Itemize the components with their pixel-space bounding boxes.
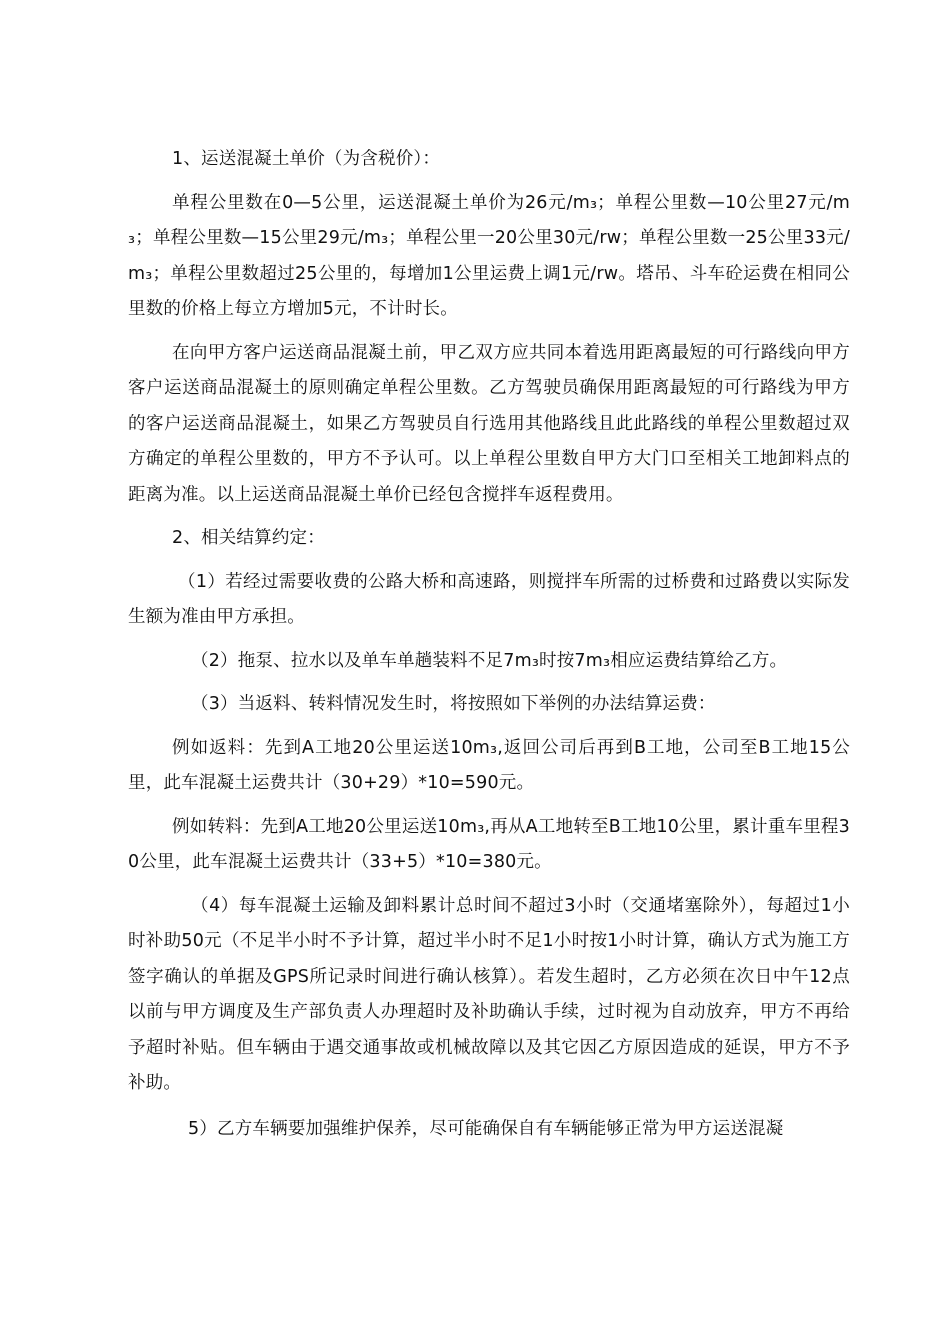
clause-2-minimum-load: （2）拖泵、拉水以及单车单趟装料不足7m₃时按7m₃相应运费结算给乙方。 xyxy=(191,650,788,671)
route-distance-paragraph: 在向甲方客户运送商品混凝土前，甲乙双方应共同本着选用距离最短的可行路线向甲方客户运送商品混凝土的原则确定单程公里数。乙方驾驶员确保用距离最短的可行路线为甲方的客户运送商品混凝土，如果乙方驾驶员自行选用其他路线且此此路线的单程公里数超过双方确定的单程公里数的，甲方不予认可。以上单程公里数自甲方大门口至相关工地卸料点的距离为准。以上运送商品混凝土单价已经包含搅拌车返程费用。 xyxy=(128,342,850,505)
section-1-heading: 1、运送混凝土单价（为含税价）： xyxy=(172,149,441,169)
example-return-material: 例如返料：先到A工地20公里运送10m₃,返回公司后再到B工地，公司至B工地15公里，此车混凝土运费共计（30+29）*10=590元。 xyxy=(128,737,850,793)
unit-price-paragraph: 单程公里数在0—5公里，运送混凝土单价为26元/m₃；单程公里数—10公里27元/m₃；单程公里数—15公里29元/m₃；单程公里一20公里30元/rw；单程公里数一25公里33元/m₃；单程公里数超过25公里的，每增加1公里运费上调1元/rw。塔吊、斗车砼运费在相同公里数的价格上每立方增加5元，不计时长。 xyxy=(128,192,850,319)
clause-1-toll-fees: （1）若经过需要收费的公路大桥和高速路，则搅拌车所需的过桥费和过路费以实际发生额为准由甲方承担。 xyxy=(128,571,850,627)
clause-3-return-transfer: （3）当返料、转料情况发生时，将按照如下举例的办法结算运费： xyxy=(191,694,716,714)
clause-4-time-limit: （4）每车混凝土运输及卸料累计总时间不超过3小时（交通堵塞除外），每超过1小时补助50元（不足半小时不予计算，超过半小时不足1小时按1小时计算，确认方式为施工方签字确认的单据及GPS所记录时间进行确认核算）。若发生超时，乙方必须在次日中午12点以前与甲方调度及生产部负责人办理超时及补助确认手续，过时视为自动放弃，甲方不再给予超时补贴。但车辆由于遇交通事故或机械故障以及其它因乙方原因造成的延误，甲方不予补助。 xyxy=(128,895,850,1093)
document-body xyxy=(128,142,850,1147)
clause-5-vehicle-maintenance: 5）乙方车辆要加强维护保养，尽可能确保自有车辆能够正常为甲方运送混凝 xyxy=(188,1118,784,1139)
example-transfer-material: 例如转料：先到A工地20公里运送10m₃,再从A工地转至B工地10公里，累计重车里程30公里，此车混凝土运费共计（33+5）*10=380元。 xyxy=(128,816,850,872)
section-2-heading: 2、相关结算约定： xyxy=(172,528,325,548)
